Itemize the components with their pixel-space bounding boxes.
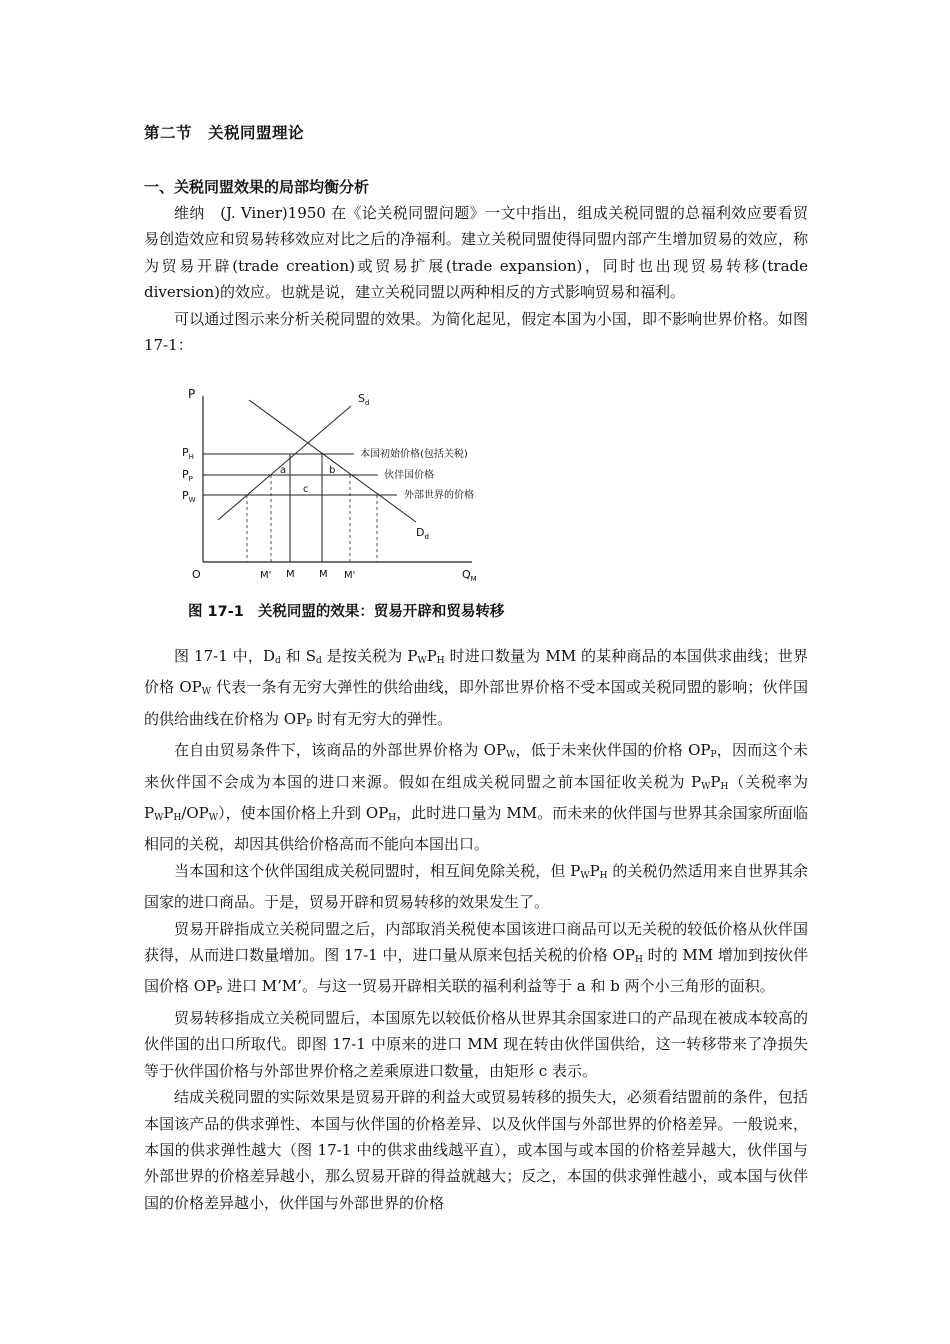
caption-text: 关税同盟的效果：贸易开辟和贸易转移 [257, 604, 505, 620]
section-title: 第二节 关税同盟理论 [144, 124, 305, 142]
tick-m-2: M [319, 569, 328, 580]
origin-label: O [192, 568, 201, 581]
y-axis-label: P [188, 387, 196, 401]
paragraph-3: 图 17-1 中，$D_d$ 和 $S_d$ 是按关税为 $P_WP_H$ 时进口数量为 MM 的某种商品的本国供求曲线；世界价格 $OP_W$ 代表一条有无穷大弹性的供给曲线，即外部世界价格不受本国或关税同盟的影响；伙伴国的供给曲线在价格为 $OP_P$ 时有无穷大的弹性。 [144, 647, 809, 729]
paragraph-4: 在自由贸易条件下，该商品的外部世界价格为 $OP_W$，低于未来伙伴国的价格 $OP_P$，因而这个未来伙伴国不会成为本国的进口来源。假如在组成关税同盟之前本国征收关税为 $P_WP_H$（关税率为 $P_WP_H/OP_W$），使本国价格上升到 $OP_H$，此时进口量为 MM。而未来的伙伴国与世界其余国家所面临相同的关税，却因其供给价格高而不能向本国出口。 [144, 741, 808, 854]
area-b-label: b [329, 465, 336, 476]
area-a-label: a [280, 465, 287, 476]
tick-m-prime-1: M' [260, 570, 272, 581]
demand-label: $D_d$ [416, 526, 429, 541]
pp-sub: P [188, 475, 193, 483]
line-home-label: 本国初始价格(包括关税) [360, 449, 468, 460]
subsection-title: 一、关税同盟效果的局部均衡分析 [144, 178, 370, 196]
demand-sub: d [424, 533, 429, 541]
ph-label: $P_H$ [182, 446, 194, 461]
supply-label: $S_d$ [358, 392, 370, 407]
pw-label: $P_W$ [182, 489, 196, 504]
supply-sub: d [364, 399, 370, 407]
x-axis-label: $Q_M$ [462, 568, 477, 583]
intro-text [144, 200, 808, 358]
body-text [144, 643, 808, 1216]
paragraph-8: 结成关税同盟的实际效果是贸易开辟的利益大或贸易转移的损失大，必须看结盟前的条件，包括本国该产品的供求弹性、本国与伙伴国的价格差异、以及伙伴国与外部世界的价格差异。一般说来，本国的供求弹性越大（图 17-1 中的供求曲线越平直），或本国与或本国的价格差异越大，伙伴国与外部世界的价格差异越小，那么贸易开辟的得益就越大；反之，本国的供求弹性越小，或本国与伙伴国的价格差异越小，伙伴国与外部世界的价格 [144, 1088, 808, 1212]
line-world-label: 外部世界的价格 [404, 490, 474, 501]
x-axis-sub: M [470, 575, 477, 583]
ph-sub: H [188, 453, 194, 461]
paragraph-7: 贸易转移指成立关税同盟后，本国原先以较低价格从世界其余国家进口的产品现在被成本较高的伙伴国的出口所取代。即图 17-1 中原来的进口 MM 现在转由伙伴国供给，这一转移带来了净损失等于伙伴国价格与外部世界价格之差乘原进口数量，由矩形 c 表示。 [144, 1008, 808, 1080]
figure-caption [188, 600, 518, 621]
paragraph-1: 维纳 (J. Viner)1950 在《论关税同盟问题》一文中指出，组成关税同盟的总福利效应要看贸易创造效应和贸易转移效应对比之后的净福利。建立关税同盟使得同盟内部产生增加贸易的效应，称为贸易开辟(trade creation)或贸易扩展(trade expansion)，同时也出现贸易转移(trade diversion)的效应。也就是说，建立关税同盟以两种相反的方式影响贸易和福利。 [144, 204, 808, 302]
paragraph-5: 当本国和这个伙伴国组成关税同盟时，相互间免除关税，但 $P_WP_H$ 的关税仍然适用来自世界其余国家的进口商品。于是，贸易开辟和贸易转移的效果发生了。 [144, 861, 808, 912]
tick-m-1: M [286, 569, 295, 580]
line-partner-label: 伙伴国价格 [384, 470, 434, 481]
tick-m-prime-2: M' [344, 570, 356, 581]
paragraph-6: 贸易开辟指成立关税同盟之后，内部取消关税使本国该进口商品可以无关税的较低价格从伙伴国获得，从而进口数量增加。图 17-1 中，进口量从原来包括关税的价格 $OP_H$ 时的 MM 增加到按伙伴国价格 $OP_P$ 进口 M’M’。与这一贸易开辟相关联的福利利益等于 a 和 b 两个小三角形的面积。 [144, 919, 808, 997]
paragraph-2: 可以通过图示来分析关税同盟的效果。为简化起见，假定本国为小国，即不影响世界价格。如图 17-1： [144, 309, 808, 355]
pw-sub: W [188, 496, 196, 504]
supply-curve [218, 406, 351, 520]
area-c-label: c [303, 484, 309, 495]
figure-17-1 [180, 382, 510, 590]
pp-label: $P_P$ [182, 468, 193, 483]
caption-number: 图 17-1 [188, 604, 244, 620]
demand-curve [249, 400, 416, 522]
